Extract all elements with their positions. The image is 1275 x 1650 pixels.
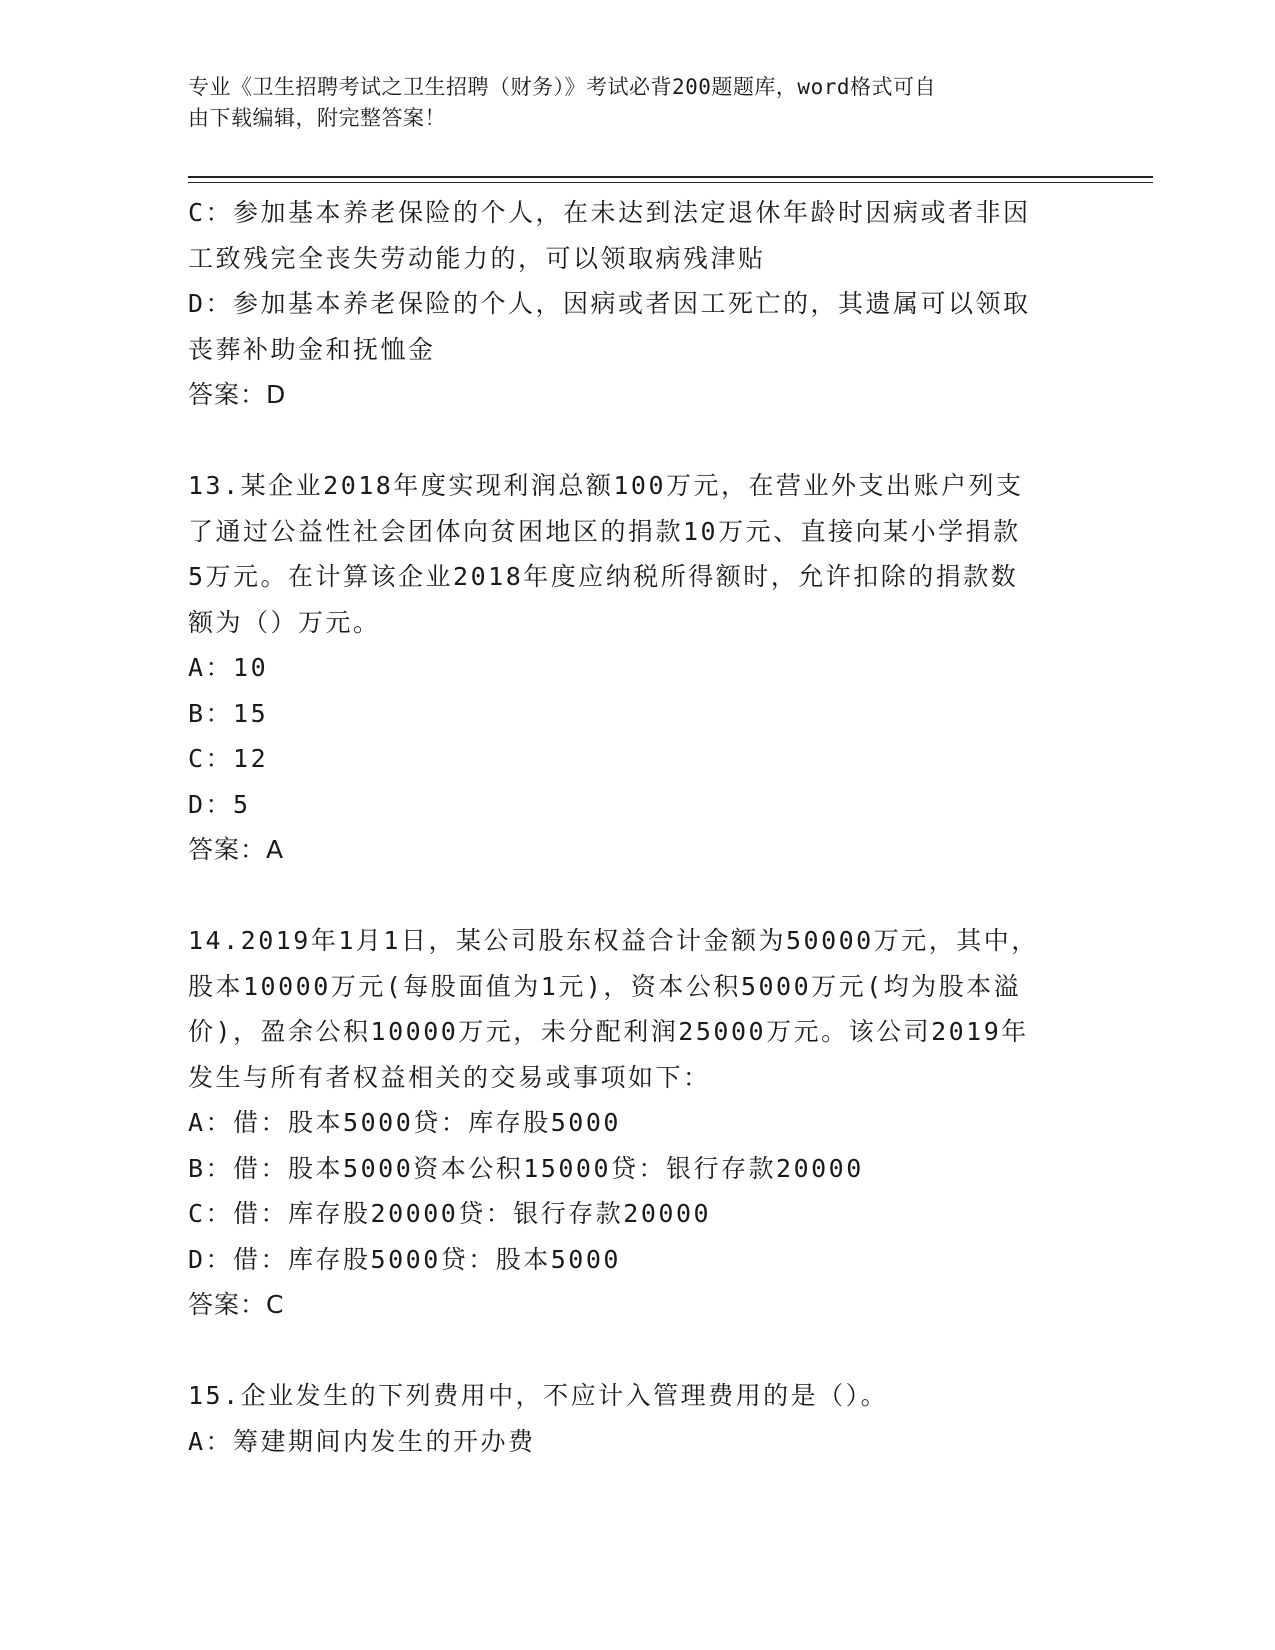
question-13 [188, 463, 1068, 873]
option-d: D：5 [188, 789, 251, 819]
question-12-tail [188, 190, 1068, 418]
question-stem-line-1: 14.2019年1月1日，某公司股东权益合计金额为50000万元，其中， [188, 926, 1039, 955]
question-stem-line-2: 了通过公益性社会团体向贫困地区的捐款10万元、直接向某小学捐款 [188, 516, 1021, 546]
header-line-1: 专业《卫生招聘考试之卫生招聘（财务）》考试必背200题题库，word格式可自 [188, 75, 936, 99]
option-b: B：借：股本5000资本公积15000贷：银行存款20000 [188, 1153, 864, 1183]
spacer [188, 1328, 1068, 1374]
question-stem-line-1: 15.企业发生的下列费用中，不应计入管理费用的是（）。 [188, 1381, 889, 1410]
question-stem-line-2: 股本10000万元(每股面值为1元)，资本公积5000万元(均为股本溢 [188, 971, 1022, 1001]
answer: 答案：C [188, 1290, 285, 1319]
header-line-2: 由下载编辑，附完整答案！ [188, 106, 446, 130]
question-stem-line-1: 13.某企业2018年度实现利润总额100万元，在营业外支出账户列支 [188, 471, 1024, 500]
question-stem-line-4: 额为（）万元。 [188, 607, 381, 637]
question-stem-line-4: 发生与所有者权益相关的交易或事项如下： [188, 1062, 711, 1092]
option-a: A：筹建期间内发生的开办费 [188, 1426, 536, 1456]
option-c-line-1: C：参加基本养老保险的个人，在未达到法定退休年龄时因病或者非因 [188, 198, 1031, 227]
option-d-line-1: D：参加基本养老保险的个人，因病或者因工死亡的，其遗属可以领取 [188, 289, 1031, 318]
header-divider-thick [188, 176, 1153, 178]
question-15 [188, 1373, 1068, 1464]
header-divider-thin [188, 182, 1153, 183]
spacer [188, 418, 1068, 464]
option-d: D：借：库存股5000贷：股本5000 [188, 1244, 621, 1274]
answer: 答案：D [188, 380, 287, 409]
option-c: C：借：库存股20000贷：银行存款20000 [188, 1199, 712, 1228]
option-b: B：15 [188, 698, 269, 728]
spacer [188, 873, 1068, 919]
question-stem-line-3: 5万元。在计算该企业2018年度应纳税所得额时，允许扣除的捐款数 [188, 562, 1019, 591]
document-header [188, 72, 1068, 134]
option-c-line-2: 工致残完全丧失劳动能力的，可以领取病残津贴 [188, 243, 766, 273]
question-list [188, 190, 1068, 1464]
question-stem-line-3: 价)，盈余公积10000万元，未分配利润25000万元。该公司2019年 [188, 1017, 1029, 1046]
option-d-line-2: 丧葬补助金和抚恤金 [188, 334, 436, 364]
option-a: A：借：股本5000贷：库存股5000 [188, 1108, 621, 1137]
option-a: A：10 [188, 653, 269, 682]
answer: 答案：A [188, 835, 285, 864]
option-c: C：12 [188, 744, 269, 773]
question-14 [188, 918, 1068, 1328]
